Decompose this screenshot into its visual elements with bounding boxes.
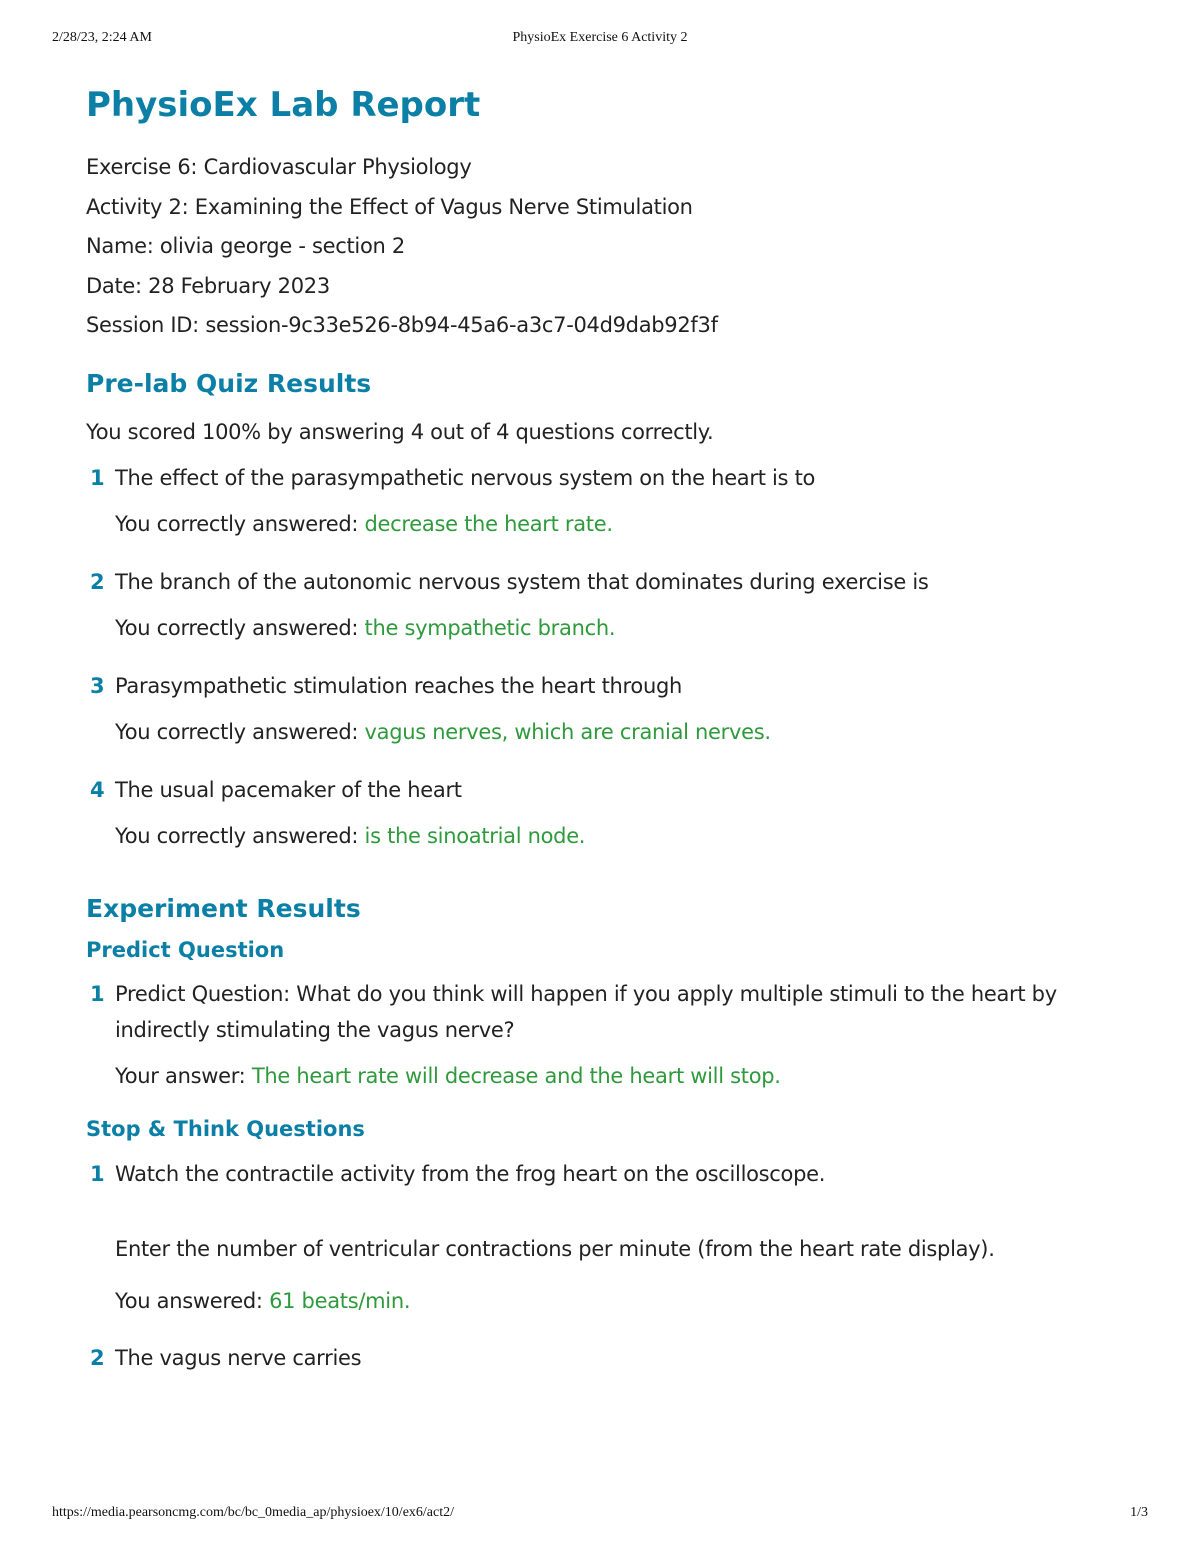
answer-prefix: You correctly answered: bbox=[115, 824, 365, 848]
question-text: The branch of the autonomic nervous system that dominates during exercise is bbox=[115, 570, 929, 594]
answer-row bbox=[86, 1063, 1146, 1089]
print-header bbox=[52, 30, 1148, 50]
print-datetime: 2/28/23, 2:24 AM bbox=[52, 30, 152, 45]
question-number: 1 bbox=[90, 466, 105, 490]
answer-prefix: Your answer: bbox=[115, 1064, 252, 1088]
question-instruction: Enter the number of ventricular contractions per minute (from the heart rate display). bbox=[115, 1237, 995, 1261]
experiment-heading: Experiment Results bbox=[86, 894, 361, 923]
answer-row bbox=[86, 615, 1146, 641]
session-id-line: Session ID: session-9c33e526-8b94-45a6-a3c7-04d9dab92f3f bbox=[86, 313, 718, 337]
question-row bbox=[86, 460, 1146, 496]
answer-row bbox=[86, 719, 1146, 745]
question-number: 2 bbox=[90, 1346, 105, 1370]
answer-row bbox=[86, 511, 1146, 537]
question-text: The vagus nerve carries bbox=[115, 1346, 362, 1370]
predict-question bbox=[86, 976, 1146, 1089]
lab-report bbox=[86, 82, 1146, 1376]
page-number: 1/3 bbox=[1130, 1505, 1148, 1520]
answer-value: decrease the heart rate. bbox=[364, 512, 613, 536]
question-row bbox=[86, 564, 1146, 600]
question-text: The usual pacemaker of the heart bbox=[115, 778, 462, 802]
stop-think-question bbox=[86, 1156, 1146, 1314]
question-text: The effect of the parasympathetic nervous system on the heart is to bbox=[115, 466, 816, 490]
activity-line: Activity 2: Examining the Effect of Vagus Nerve Stimulation bbox=[86, 194, 693, 219]
prelab-question bbox=[86, 460, 1146, 537]
prelab-question bbox=[86, 668, 1146, 745]
prelab-question bbox=[86, 772, 1146, 849]
question-number: 4 bbox=[90, 778, 105, 802]
question-number: 1 bbox=[90, 982, 105, 1006]
answer-prefix: You answered: bbox=[115, 1289, 270, 1313]
answer-value: the sympathetic branch. bbox=[364, 616, 616, 640]
answer-value: is the sinoatrial node. bbox=[364, 824, 586, 848]
prelab-question bbox=[86, 564, 1146, 641]
print-doc-title: PhysioEx Exercise 6 Activity 2 bbox=[512, 30, 688, 45]
prelab-heading: Pre-lab Quiz Results bbox=[86, 369, 372, 398]
question-row bbox=[86, 1156, 1146, 1192]
answer-value: vagus nerves, which are cranial nerves. bbox=[364, 720, 771, 744]
stop-think-question bbox=[86, 1340, 1146, 1376]
answer-value: 61 beats/min. bbox=[269, 1289, 411, 1313]
exercise-line: Exercise 6: Cardiovascular Physiology bbox=[86, 155, 472, 179]
answer-value: The heart rate will decrease and the heart will stop. bbox=[251, 1064, 781, 1088]
student-name-line: Name: olivia george - section 2 bbox=[86, 234, 405, 258]
question-row bbox=[86, 668, 1146, 704]
answer-prefix: You correctly answered: bbox=[115, 616, 365, 640]
answer-prefix: You correctly answered: bbox=[115, 512, 365, 536]
answer-prefix: You correctly answered: bbox=[115, 720, 365, 744]
question-number: 1 bbox=[90, 1162, 105, 1186]
question-text: Parasympathetic stimulation reaches the heart through bbox=[115, 674, 682, 698]
answer-row bbox=[86, 1288, 1146, 1314]
question-text: Predict Question: What do you think will happen if you apply multiple stimuli to the heart by indirectly stimulating the vagus nerve? bbox=[115, 982, 1057, 1042]
stop-think-heading: Stop & Think Questions bbox=[86, 1117, 365, 1141]
question-text: Watch the contractile activity from the frog heart on the oscilloscope. bbox=[115, 1162, 826, 1186]
report-title: PhysioEx Lab Report bbox=[86, 85, 481, 125]
prelab-score: You scored 100% by answering 4 out of 4 questions correctly. bbox=[86, 420, 714, 444]
predict-heading: Predict Question bbox=[86, 938, 285, 962]
question-row bbox=[86, 1340, 1146, 1376]
print-footer bbox=[52, 1505, 1148, 1525]
question-row bbox=[86, 772, 1146, 808]
print-url: https://media.pearsoncmg.com/bc/bc_0media_ap/physioex/10/ex6/act2/ bbox=[52, 1505, 455, 1520]
question-number: 2 bbox=[90, 570, 105, 594]
question-row bbox=[86, 976, 1146, 1048]
answer-row bbox=[86, 823, 1146, 849]
date-line: Date: 28 February 2023 bbox=[86, 273, 330, 298]
question-number: 3 bbox=[90, 674, 105, 698]
